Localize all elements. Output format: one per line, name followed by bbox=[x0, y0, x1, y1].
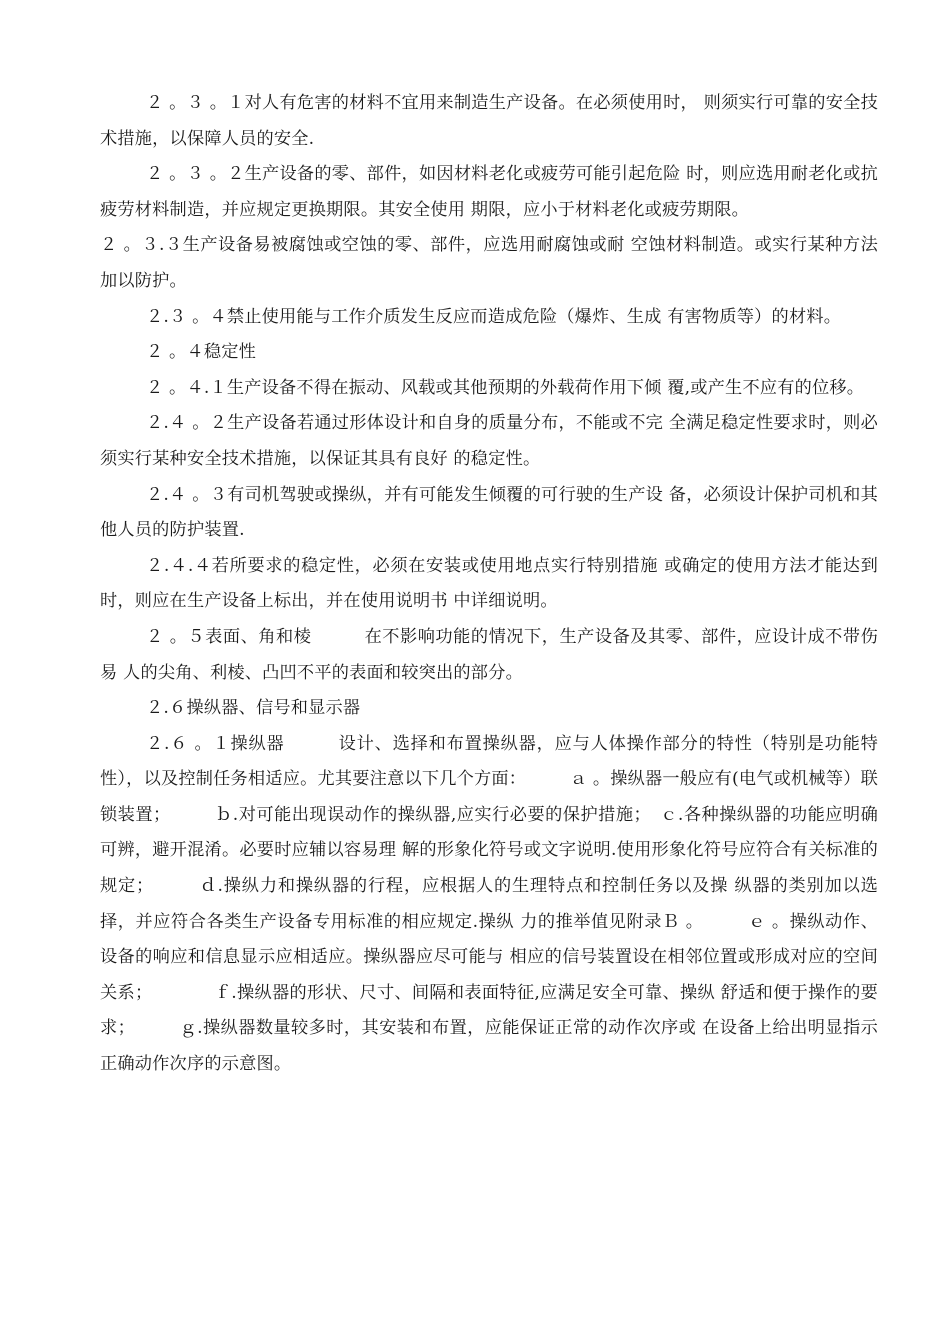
paragraph-2-3-3: ２ 。３.３生产设备易被腐蚀或空蚀的零、部件，应选用耐腐蚀或耐 空蚀材料制造。或实行某种方法加以防护。 bbox=[100, 235, 878, 291]
section-heading-2-4: ２ 。４稳定性 bbox=[146, 342, 256, 363]
paragraph-2-3-1: ２ 。３ 。１对人有危害的材料不宜用来制造生产设备。在必须使用时， 则须实行可靠的安全技术措施，以保障人员的安全. bbox=[100, 93, 878, 149]
paragraph-2-4-4: ２.４.４若所要求的稳定性，必须在安装或使用地点实行特别措施 或确定的使用方法才能达到时，则应在生产设备上标出，并在使用说明书 中详细说明。 bbox=[100, 555, 878, 612]
paragraph-2-4-2: ２.４ 。２生产设备若通过形体设计和自身的质量分布，不能或不完 全满足稳定性要求时，则必须实行某种安全技术措施，以保证其具有良好 的稳定性。 bbox=[100, 413, 878, 469]
paragraph-2-4-3: ２.４ 。３有司机驾驶或操纵，并有可能发生倾覆的可行驶的生产设 备，必须设计保护司机和其他人员的防护装置. bbox=[100, 484, 878, 541]
paragraph-2-5: ２ 。５表面、角和棱 在不影响功能的情况下，生产设备及其零、部件，应设计成不带伤易 人的尖角、利棱、凸凹不平的表面和较突出的部分。 bbox=[100, 626, 878, 683]
document-page bbox=[100, 86, 878, 1083]
paragraph-2-3-4: ２.３ 。４禁止使用能与工作介质发生反应而造成危险（爆炸、生成 有害物质等）的材料。 bbox=[146, 306, 842, 327]
paragraph-2-3-2: ２ 。３ 。２生产设备的零、部件，如因材料老化或疲劳可能引起危险 时，则应选用耐老化或抗疲劳材料制造，并应规定更换期限。其安全使用 期限，应小于材料老化或疲劳期限。 bbox=[100, 164, 878, 220]
paragraph-2-6-1: ２.６ 。１操纵器 设计、选择和布置操纵器，应与人体操作部分的特性（特别是功能特 性），以及控制任务相适应。尤其要注意以下几个方面： ａ 。操纵器一般应有(电气或机械等）联锁装置； ｂ.对可能出现误动作的操纵器,应实行必要的保护措施； ｃ.各种操纵器的功能应明确可辨，避开混淆。必要时应辅以容易理 解的形象化符号或文字说明.使用形象化符号应符合有关标准的规定； ｄ.操纵力和操纵器的行程，应根据人的生理特点和控制任务以及操 纵器的类别加以选择，并应符合各类生产设备专用标准的相应规定.操纵 力的推举值见附录Ｂ 。 ｅ 。操纵动作、设备的响应和信息显示应相适应。操纵器应尽可能与 相应的信号装置设在相邻位置或形成对应的空间关系； ｆ.操纵器的形状、尺寸、间隔和表面特征,应满足安全可靠、操纵 舒适和便于操作的要求； ｇ.操纵器数量较多时，其安装和布置，应能保证正常的动作次序或 在设备上给出明显指示正确动作次序的示意图。 bbox=[100, 733, 878, 1075]
section-heading-2-6: ２.６操纵器、信号和显示器 bbox=[146, 698, 361, 719]
paragraph-2-4-1: ２ 。４.１生产设备不得在振动、风载或其他预期的外载荷作用下倾 覆,或产生不应有的位移。 bbox=[146, 377, 865, 398]
